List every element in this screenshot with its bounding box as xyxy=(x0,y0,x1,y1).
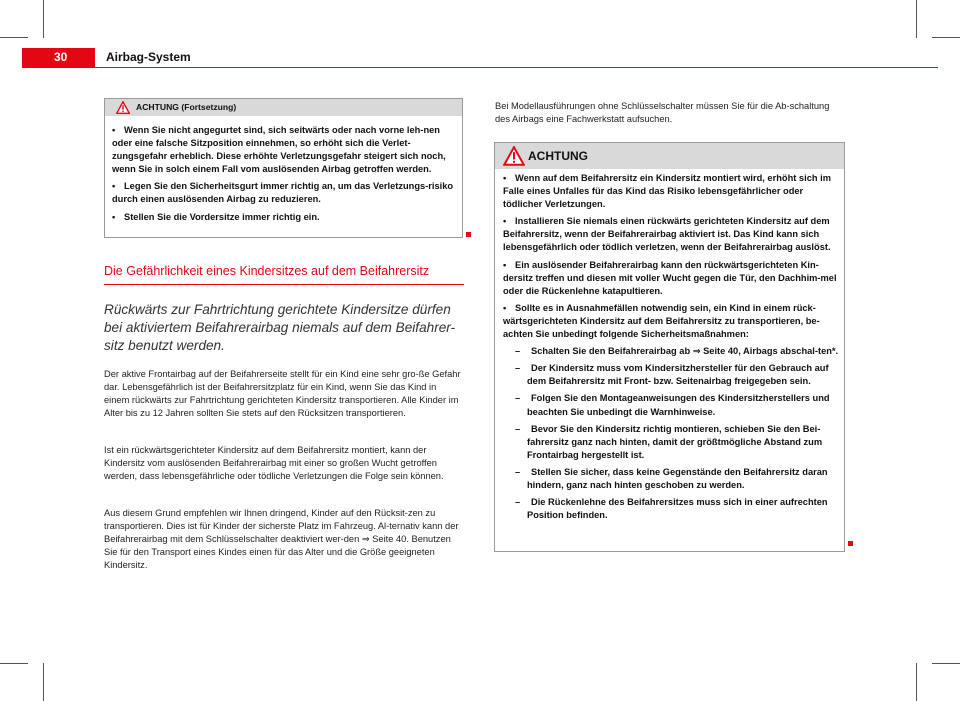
bullet: • xyxy=(503,216,507,227)
sub-item: – Die Rückenlehne des Beifahrersitzes muss sich in einer aufrechten Position befinden. xyxy=(515,497,828,521)
bullet: • xyxy=(503,173,507,183)
warning-item: • Legen Sie den Sicherheitsgurt immer richtig an, um das Verletzungs-risiko durch einen auslösenden Airbag zu reduzieren. xyxy=(112,181,454,205)
warning-title: ACHTUNG xyxy=(528,149,588,163)
crop-mark xyxy=(916,0,917,38)
body-paragraph: Aus diesem Grund empfehlen wir Ihnen dringend, Kinder auf den Rücksit-zen zu transportieren. Dies ist für Kinder der sicherste Platz im Fahrzeug. Al-ternativ kann der Beifahrerairbag mit dem Schlüsselschalter deaktiviert wer-den ⇒ Seite 40. Benutzen Sie für den Transport eines Kindes einen für das Alter und die Größe geeigneten Kindersitz. xyxy=(104,508,459,570)
header-rule xyxy=(95,67,938,68)
crop-mark xyxy=(43,0,44,38)
sub-item: – Bevor Sie den Kindersitz richtig montieren, schieben Sie den Bei-fahrersitz ganz nach hinten, damit der größtmögliche Abstand zum Frontairbag hergestellt ist. xyxy=(515,423,823,460)
warning-box-header xyxy=(105,99,462,116)
sub-item: – Stellen Sie sicher, dass keine Gegenstände den Beifahrersitz daran hindern, ganz nach hinten geschoben zu werden. xyxy=(515,466,828,490)
warning-item: • Wenn auf dem Beifahrersitz ein Kindersitz montiert wird, erhöht sich im Falle eines Unfalles für das Kind das Risiko lebensgefährlicher oder tödlicher Verletzungen. xyxy=(503,173,831,210)
bullet: • xyxy=(112,211,116,222)
crop-mark xyxy=(932,37,960,38)
page-header xyxy=(22,48,938,68)
warning-triangle-icon xyxy=(503,146,525,166)
crop-mark xyxy=(43,663,44,701)
body-paragraph: Ist ein rückwärtsgerichteter Kindersitz auf dem Beifahrersitz montiert, kann der Kindersitz vom auslösenden Beifahrerairbag mit einer so großen Wucht getroffen werden, dass lebensgefährliche oder tödliche Verletzungen die Folge sein können. xyxy=(104,445,444,481)
right-intro-paragraph: Bei Modellausführungen ohne Schlüsselschalter müssen Sie für die Ab-schaltung des Airbags eine Fachwerkstatt aufsuchen. xyxy=(495,101,830,124)
warning-item: • Sollte es in Ausnahmefällen notwendig sein, ein Kind in einem rück-wärtsgerichteten Kindersitz auf dem Beifahrersitz zu transportieren, be-achten Sie unbedingt folgende Sicherheitsmaßnahmen: xyxy=(503,302,820,340)
warning-body xyxy=(503,172,840,526)
warning-box-header xyxy=(495,143,844,169)
warning-triangle-icon xyxy=(116,101,130,114)
sub-item: – Schalten Sie den Beifahrerairbag ab ⇒ Seite 40, Airbags abschal-ten*. xyxy=(515,345,840,358)
crop-mark xyxy=(916,663,917,701)
warning-box-continued xyxy=(104,98,463,238)
bullet: • xyxy=(503,259,507,270)
section-heading-rule xyxy=(104,284,464,285)
crop-mark xyxy=(932,663,960,664)
dash: – xyxy=(515,497,521,508)
warning-title: ACHTUNG (Fortsetzung) xyxy=(136,102,237,112)
warning-item: • Stellen Sie die Vordersitze immer richtig ein. xyxy=(112,211,457,224)
section-lead: Rückwärts zur Fahrtrichtung gerichtete Kindersitze dürfen bei aktiviertem Beifahrerairbag niemals auf dem Beifahrer-sitz benutzt werden. xyxy=(104,302,456,354)
crop-mark xyxy=(0,37,28,38)
warning-body xyxy=(112,124,457,228)
dash: – xyxy=(515,363,521,374)
end-of-section-marker xyxy=(848,541,853,546)
warning-item: • Wenn Sie nicht angegurtet sind, sich seitwärts oder nach vorne leh-nen oder eine falsche Sitzposition einnehmen, so erhöht sich die Verlet-zungsgefahr erheblich. Diese erhöhte Verletzungsgefahr steigert sich noch, wenn Sie in solch einem Fall vom auslösenden Airbag getroffen werden. xyxy=(112,125,446,175)
warning-item: • Installieren Sie niemals einen rückwärts gerichteten Kindersitz auf dem Beifahrersitz, wenn der Beifahrerairbag aktiviert ist. Das Kind kann sich lebensgefährlich oder tödlich verletzen, wenn der Beifahrerairbag auslöst. xyxy=(503,216,831,253)
page-number-box xyxy=(22,48,95,68)
page-number: 30 xyxy=(54,50,68,64)
bullet: • xyxy=(112,125,116,135)
chapter-title: Airbag-System xyxy=(106,50,191,64)
dash: – xyxy=(515,423,521,434)
dash: – xyxy=(515,393,521,404)
end-of-section-marker xyxy=(466,232,471,237)
dash: – xyxy=(515,346,521,357)
crop-mark xyxy=(0,663,28,664)
sub-item: – Der Kindersitz muss vom Kindersitzhersteller für den Gebrauch auf dem Beifahrersitz mit Front- bzw. Seitenairbag freigegeben sein. xyxy=(515,363,829,387)
sub-list xyxy=(515,345,840,522)
warning-item: • Ein auslösender Beifahrerairbag kann den rückwärtsgerichteten Kin-dersitz treffen und diesen mit voller Wucht gegen die Tür, den Dachhim-mel oder die Rückenlehne katapultieren. xyxy=(503,259,837,296)
warning-box xyxy=(494,142,845,552)
sub-item: – Folgen Sie den Montageanweisungen des Kindersitzherstellers und beachten Sie unbedingt die Warnhinweise. xyxy=(515,393,830,417)
bullet: • xyxy=(112,181,116,192)
bullet: • xyxy=(503,302,507,313)
dash: – xyxy=(515,466,521,477)
section-heading: Die Gefährlichkeit eines Kindersitzes auf dem Beifahrersitz xyxy=(104,264,430,278)
body-paragraph: Der aktive Frontairbag auf der Beifahrerseite stellt für ein Kind eine sehr gro-ße Gefahr dar. Lebensgefährlich ist der Beifahrersitzplatz für ein Kind, wenn Sie das Kind in einem rückwärts zur Fahrtrichtung gerichteten Kindersitz transportieren. Alle Kinder im Alter bis zu 12 Jahren sollten Sie stets auf den Rücksitzen transportieren. xyxy=(104,369,461,418)
